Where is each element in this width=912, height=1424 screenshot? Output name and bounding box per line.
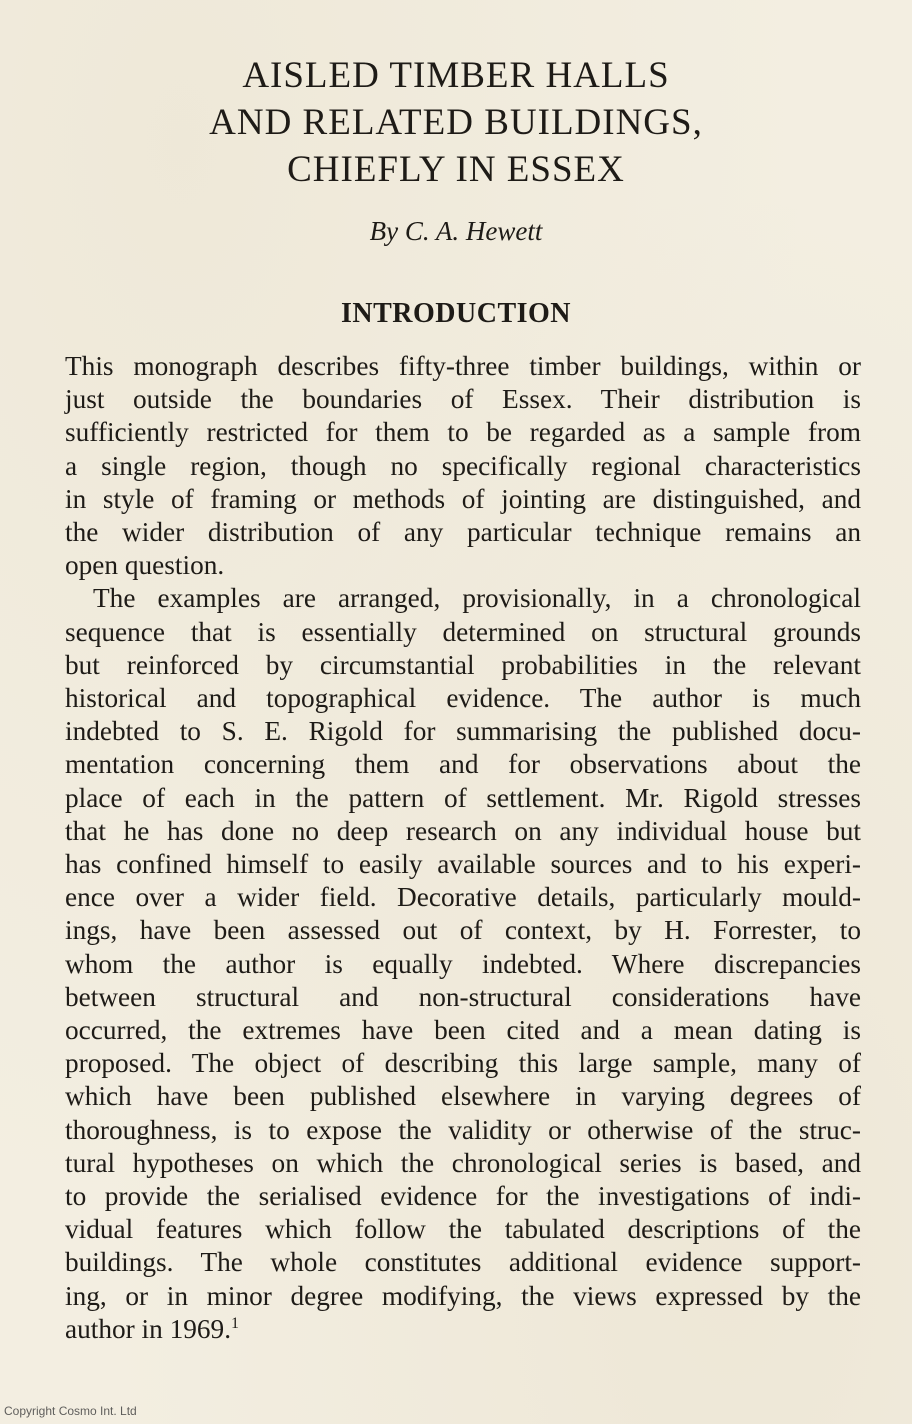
final-line-text: author in 1969.	[65, 1313, 232, 1344]
section-heading: INTRODUCTION	[340, 298, 572, 329]
text-line: open question.	[65, 550, 225, 581]
text-line: buildings. The whole constitutes additional evidence support-	[65, 1247, 861, 1278]
text-line: indebted to S. E. Rigold for summarising the published docu-	[65, 716, 861, 747]
title-line: CHIEFLY IN ESSEX	[287, 149, 625, 190]
text-line: proposed. The object of describing this large sample, many of	[65, 1048, 861, 1079]
text-line: ence over a wider field. Decorative details, particularly mould-	[65, 882, 861, 913]
text-line: that he has done no deep research on any individual house but	[65, 815, 861, 846]
text-line: occurred, the extremes have been cited and a mean dating is	[65, 1015, 861, 1046]
text-line: a single region, though no specifically regional characteristics	[65, 450, 861, 481]
text-line: The examples are arranged, provisionally, in a chronological	[93, 583, 861, 614]
text-line: to provide the serialised evidence for the investigations of indi-	[65, 1181, 861, 1212]
article-body	[65, 350, 861, 1346]
title-line: AISLED TIMBER HALLS	[242, 55, 670, 96]
copyright-watermark: Copyright Cosmo Int. Ltd	[4, 1404, 137, 1418]
text-line: tural hypotheses on which the chronological series is based, and	[65, 1147, 861, 1178]
text-line: place of each in the pattern of settlement. Mr. Rigold stresses	[65, 782, 861, 813]
text-line: sufficiently restricted for them to be regarded as a sample from	[65, 417, 861, 448]
footnote-marker[interactable]: 1	[231, 1314, 240, 1332]
text-line: mentation concerning them and for observations about the	[65, 749, 861, 780]
text-line: but reinforced by circumstantial probabilities in the relevant	[65, 649, 861, 680]
article-title	[0, 52, 912, 193]
author-byline: By C. A. Hewett	[369, 216, 543, 246]
text-line: ing, or in minor degree modifying, the views expressed by the	[65, 1280, 861, 1311]
text-line: ings, have been assessed out of context, by H. Forrester, to	[65, 915, 861, 946]
text-line: This monograph describes fifty-three timber buildings, within or	[65, 351, 861, 381]
text-line: sequence that is essentially determined on structural grounds	[65, 616, 861, 647]
text-line-final	[65, 1313, 861, 1346]
text-line: whom the author is equally indebted. Where discrepancies	[65, 948, 861, 979]
text-line: the wider distribution of any particular technique remains an	[65, 517, 861, 548]
text-line: historical and topographical evidence. The author is much	[65, 683, 861, 714]
title-line: AND RELATED BUILDINGS,	[209, 102, 703, 143]
paragraph-2	[65, 582, 861, 1346]
text-line: in style of framing or methods of jointing are distinguished, and	[65, 483, 861, 514]
paragraph-1	[65, 350, 861, 582]
text-line: thoroughness, is to expose the validity or otherwise of the struc-	[65, 1114, 861, 1145]
text-line: has confined himself to easily available sources and to his experi-	[65, 849, 861, 880]
text-line: between structural and non-structural considerations have	[65, 981, 861, 1012]
text-line: just outside the boundaries of Essex. Their distribution is	[65, 384, 861, 415]
text-line: vidual features which follow the tabulated descriptions of the	[65, 1214, 861, 1245]
text-line: which have been published elsewhere in varying degrees of	[65, 1081, 861, 1112]
